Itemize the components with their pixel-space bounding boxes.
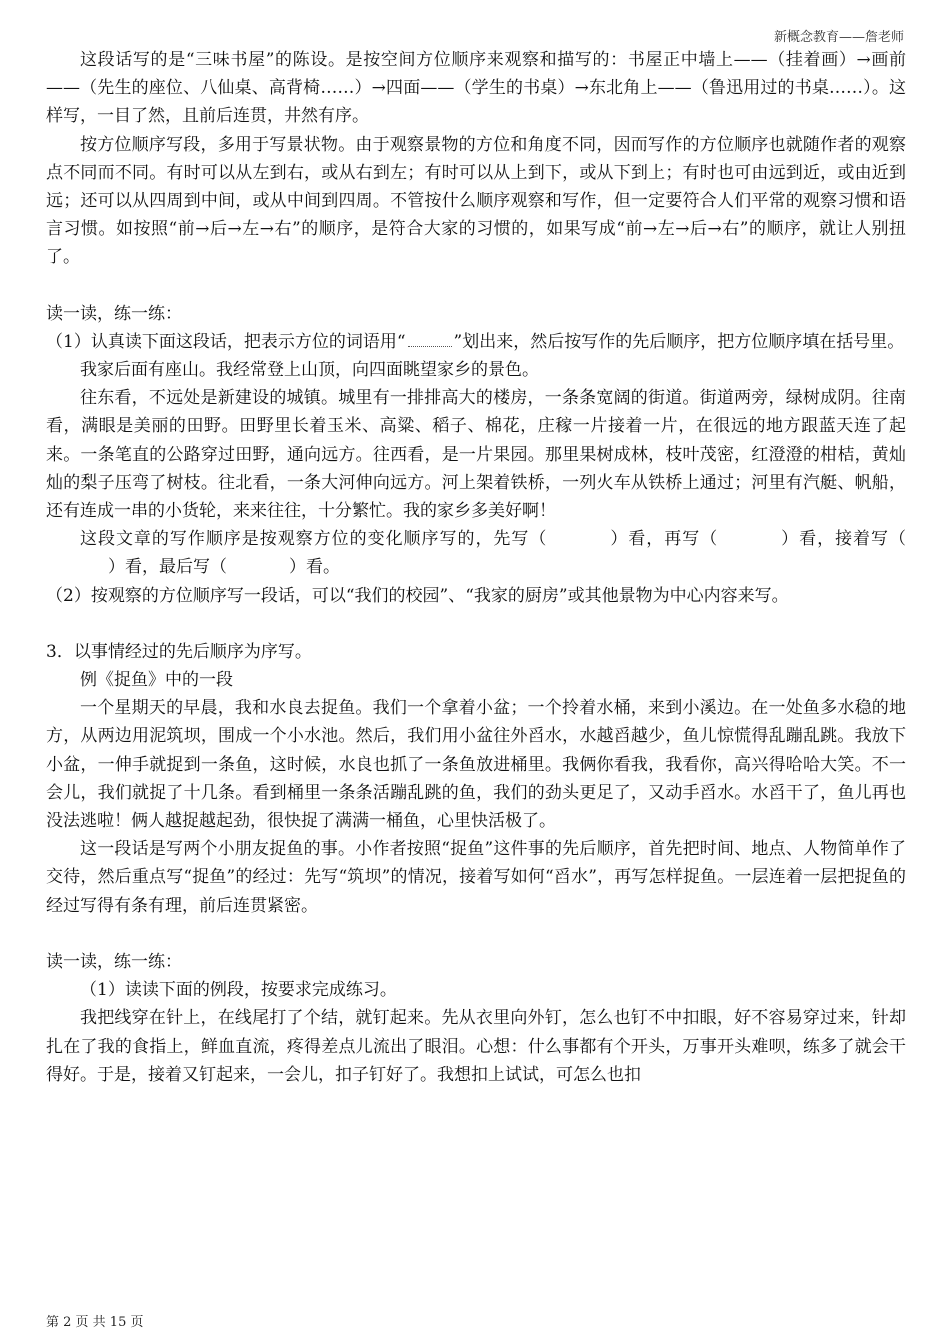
practice-title-1: 读一读，练一练：: [46, 303, 182, 324]
question-1-part-a: （1）认真读下面这段话，把表示方位的词语用“: [46, 331, 406, 352]
fill-text-a: 这段文章的写作顺序是按观察方位的变化顺序写的，先写（: [80, 529, 548, 550]
paragraph-direction-order: 按方位顺序写段，多用于写景状物。由于观察景物的方位和角度不同，因而写作的方位顺序也就随作者的观察点不同而不同。有时可以从左到右，或从右到左；有时可以从上到下，或从下到上；有时也可由远到近，或由近到远；还可以从四周到中间，或从中间到四周。不管按什么顺序观察和写作，但一定要符合人们平常的观察习惯和语言习惯。如按照“前→后→左→右”的顺序，是符合大家的习惯的，如果写成“前→左→后→右”的顺序，就让人别扭了。: [46, 134, 906, 268]
passage-fish-comment: 这一段话是写两个小朋友捉鱼的事。小作者按照“捉鱼”这件事的先后顺序，首先把时间、地点、人物简单作了交待，然后重点写“捉鱼”的经过：先写“筑坝”的情况，接着写如何“舀水”，再写怎样捉鱼。一层连着一层把捉鱼的经过写得有条有理，前后连贯紧密。: [46, 839, 906, 916]
passage-catch-fish: 一个星期天的早晨，我和水良去捉鱼。我们一个拿着小盆；一个拎着水桶，来到小溪边。在一处鱼多水稳的地方，从两边用泥筑坝，围成一个小水池。然后，我们用小盆往外舀水，水越舀越少，鱼儿惊慌得乱蹦乱跳。我放下小盆，一伸手就捉到一条鱼，这时候，水良也抓了一条鱼放进桶里。我俩你看我，我看你，高兴得哈哈大笑。不一会儿，我们就捉了十几条。看到桶里一条条活蹦乱跳的鱼，我们的劲头更足了，又动手舀水。水舀干了，鱼儿再也没法逃啦！俩人越捉越起劲，很快捉了满满一桶鱼，心里快活极了。: [46, 698, 906, 832]
question-1-part-b: ”划出来，然后按写作的先后顺序，把方位顺序填在括号里。: [453, 331, 905, 352]
passage-sentence-1: 我家后面有座山。我经常登上山顶，向四面眺望家乡的景色。: [80, 360, 539, 381]
question-1: [46, 328, 906, 356]
spacer: [46, 272, 906, 300]
question-2: （2）按观察的方位顺序写一段话，可以“我们的校园”、“我家的厨房”或其他景物为中心内容来写。: [46, 585, 789, 606]
spacer: [46, 920, 906, 948]
fill-text-e: ）看。: [289, 557, 340, 578]
fill-text-c: ）看，接着写（: [780, 529, 907, 550]
practice-title-2: 读一读，练一练：: [46, 951, 182, 972]
fill-text-b: ）看，再写（: [609, 529, 719, 550]
paragraph-sanwei-description: 这段话写的是“三味书屋”的陈设。是按空间方位顺序来观察和描写的：书屋正中墙上——（挂着画）→画前——（先生的座位、八仙桌、高背椅……）→四面——（学生的书桌）→东北角上——（鲁迅用过的书桌……）。这样写，一目了然，且前后连贯，井然有序。: [46, 50, 906, 127]
fill-in-blanks: [46, 525, 906, 581]
question-3: （1）读读下面的例段，按要求完成练习。: [80, 980, 397, 1001]
document-body: [46, 46, 906, 1089]
page-footer: 第 2 页 共 15 页: [46, 1315, 144, 1330]
example-label: 例《捉鱼》中的一段: [80, 670, 233, 691]
spacer: [46, 610, 906, 638]
passage-hometown: 往东看，不远处是新建设的城镇。城里有一排排高大的楼房，一条条宽阔的街道。街道两旁，绿树成阴。往南看，满眼是美丽的田野。田野里长着玉米、高粱、稻子、棉花，庄稼一片接着一片，在很远的地方跟蓝天连了起来。一条笔直的公路穿过田野，通向远方。往西看，是一片果园。那里果树成林，枝叶茂密，红澄澄的柑桔，黄灿灿的梨子压弯了树枝。往北看，一条大河伸向远方。河上架着铁桥，一列火车从铁桥上通过；河里有汽艇、帆船，还有连成一串的小货轮，来来往往，十分繁忙。我的家乡多美好啊！: [46, 388, 906, 522]
section-3-title: 3．以事情经过的先后顺序为序写。: [46, 641, 312, 662]
fill-text-d: ）看，最后写（: [108, 557, 227, 578]
passage-sew-button: 我把线穿在针上，在线尾打了个结，就钉起来。先从衣里向外钉，怎么也钉不中扣眼，好不容易穿过来，针却扎在了我的食指上，鲜血直流，疼得差点儿流出了眼泪。心想：什么事都有个开头，万事开头难呗，练多了就会干得好。于是，接着又钉起来，一会儿，扣子钉好了。我想扣上试试，可怎么也扣: [46, 1008, 906, 1085]
page-header: 新概念教育——詹老师: [773, 30, 904, 45]
wavy-underline-mark: [408, 334, 452, 347]
